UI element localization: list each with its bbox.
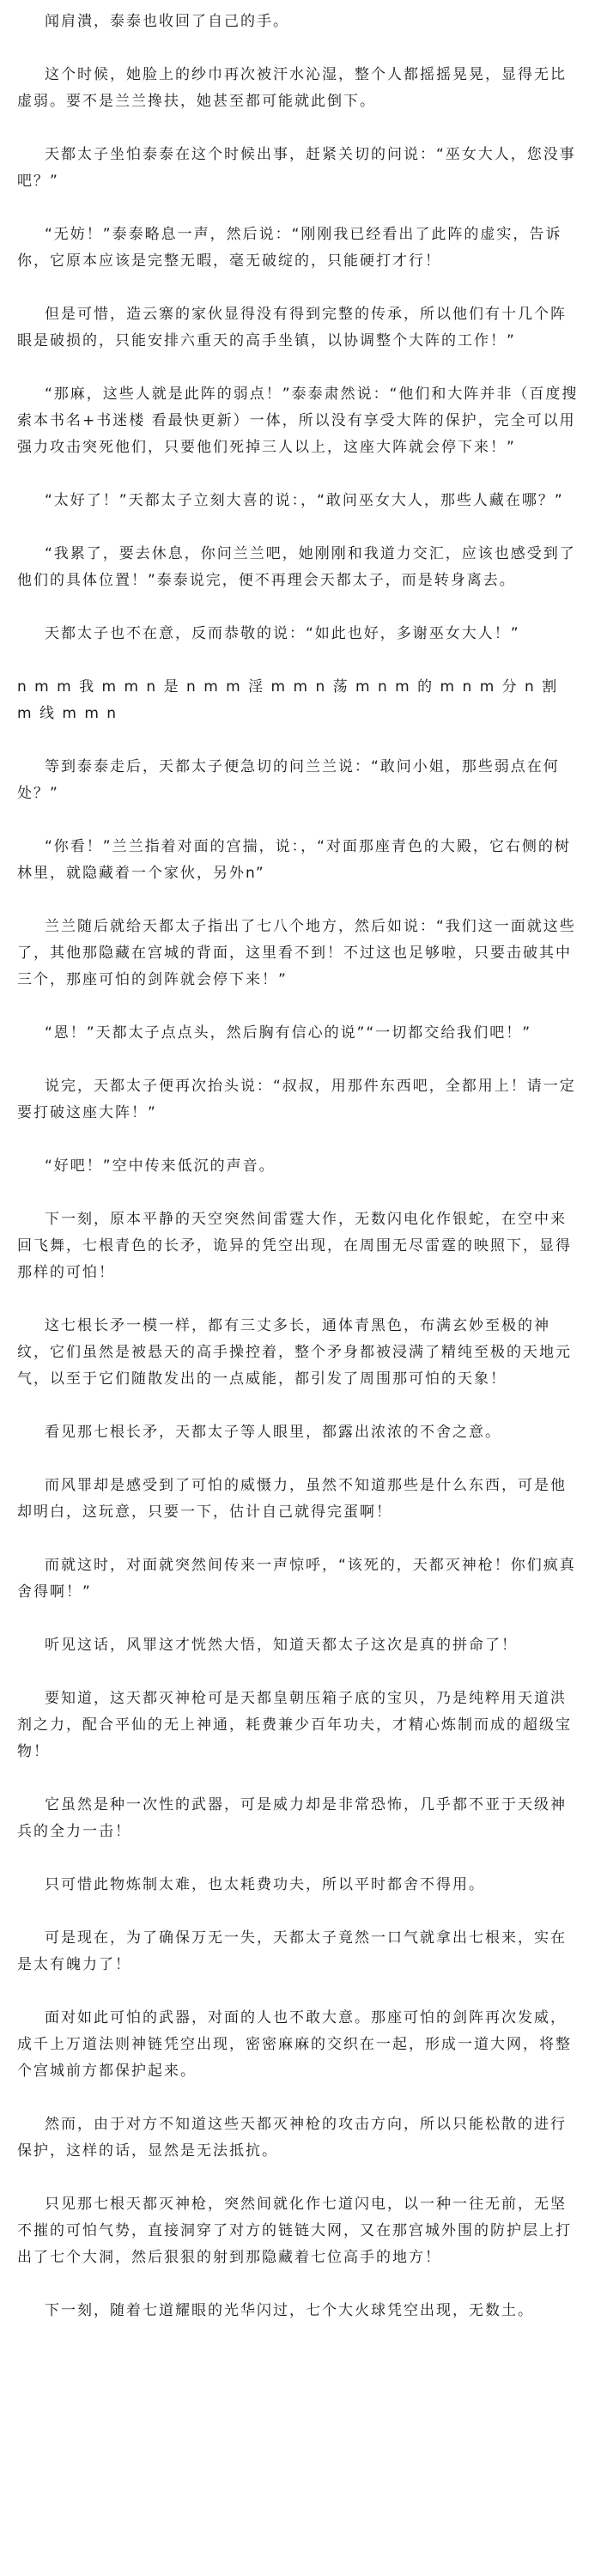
paragraph: “你看！”兰兰指着对面的宫揣，说：，“对面那座青色的大殿，它右侧的树林里，就隐藏着一个家伙，另外n”: [17, 838, 571, 882]
paragraph: 闻肩潰，泰泰也收回了自己的手。: [45, 13, 289, 30]
paragraph: “那麻，这些人就是此阵的弱点！”泰泰肃然说：“他们和大阵并非（百度搜索本书名+书迷楼 看最快更新）一体，所以没有享受大阵的保护，完全可以用强力攻击突死他们，只要他们死掉三人以上，这座大阵就会停下来！”: [17, 386, 579, 456]
paragraph: 只见那七根天都灭神枪，突然间就化作七道闪电，以一种一往无前，无坚不摧的可怕气势，直接洞穿了对方的链链大网，又在那宫城外围的防护层上打出了七个大洞，然后狠狠的射到那隐藏着七位高手的地方！: [17, 2196, 572, 2266]
paragraph: 听见这话，风罪这才恍然大悟，知道天都太子这次是真的拼命了！: [45, 1637, 518, 1654]
paragraph: 只可惜此物炼制太难，也太耗费功夫，所以平时都舍不得用。: [45, 1876, 485, 1893]
paragraph: 可是现在，为了确保万无一失，天都太子竟然一口气就拿出七根来，实在是太有魄力了！: [17, 1929, 567, 1973]
paragraph: “好吧！”空中传来低沉的声音。: [45, 1157, 276, 1175]
paragraph: 而就这时，对面就突然间传来一声惊呼，“该死的，天都灭神枪！你们疯真舍得啊！”: [17, 1557, 576, 1601]
paragraph: 面对如此可怕的武器，对面的人也不敢大意。那座可怕的剑阵再次发威，成千上万道法则神链凭空出现，密密麻麻的交织在一起，形成一道大网，将整个宫城前方都保护起来。: [17, 2009, 572, 2080]
paragraph: 天都太子也不在意，反而恭敬的说：“如此也好，多谢巫女大人！”: [45, 625, 520, 642]
paragraph: 但是可惜，造云寨的家伙显得没有得到完整的传承，所以他们有十几个阵眼是破损的，只能安排六重天的高手坐镇，以协调整个大阵的工作！”: [17, 306, 567, 349]
paragraph: 这个时候，她脸上的纱巾再次被汗水沁湿，整个人都摇摇晃晃，显得无比虚弱。要不是兰兰搀扶，她甚至都可能就此倒下。: [17, 66, 567, 110]
paragraph: 兰兰随后就给天都太子指出了七八个地方，然后如说：“我们这一面就这些了，其他那隐藏在宫城的背面，这里看不到！不过这也足够啦，只要击破其中三个，那座可怕的剑阵就会停下来！”: [17, 918, 576, 988]
paragraph: 要知道，这天都灭神枪可是天都皇朝压箱子底的宝贝，乃是纯粹用天道洪剂之力，配合平仙的无上神通，耗费兼少百年功夫，才精心炼制而成的超级宝物！: [17, 1690, 572, 1760]
paragraph: “我累了，要去休息，你问兰兰吧，她刚刚和我道力交汇，应该也感受到了他们的具体位置！”泰泰说完，便不再理会天都太子，而是转身离去。: [17, 545, 576, 589]
paragraph: “恩！”天都太子点点头，然后胸有信心的说”“一切都交给我们吧！”: [45, 1024, 532, 1042]
paragraph: 等到泰泰走后，天都太子便急切的问兰兰说：“敢问小姐，那些弱点在何处？”: [17, 758, 560, 802]
paragraph: 它虽然是种一次性的武器，可是威力却是非常恐怖，几乎都不亚于天级神兵的全力一击！: [17, 1796, 567, 1840]
paragraph: 说完，天都太子便再次抬头说：“叔叔，用那件东西吧，全都用上！请一定要打破这座大阵！”: [17, 1078, 576, 1121]
paragraph: 然而，由于对方不知道这些天都灭神枪的攻击方向，所以只能松散的进行保护，这样的话，显然是无法抵抗。: [17, 2116, 567, 2160]
paragraph: 天都太子坐怕泰泰在这个时候出事，赶紧关切的问说：“巫女大人，您没事吧？”: [17, 146, 576, 190]
paragraph: “无妨！”泰泰略息一声，然后说：“刚刚我已经看出了此阵的虚实，告诉你，它原本应该是完整无暇，毫无破绽的，只能硬打才行！: [17, 226, 562, 270]
paragraph: 看见那七根长矛，天都太子等人眼里，都露出浓浓的不舍之意。: [45, 1424, 501, 1441]
paragraph: “太好了！”天都太子立刻大喜的说：，“敢问巫女大人，那些人藏在哪？”: [45, 492, 564, 509]
paragraph: 这七根长矛一模一样，都有三丈多长，通体青黑色，布满玄妙至极的神纹，它们虽然是被悬天的高手操控着，整个矛身都被浸满了精纯至极的天地元气，以至于它们随散发出的一点威能，都引发了周围那可怕的天象！: [17, 1317, 572, 1388]
paragraph: 下一刻，原本平静的天空突然间雷霆大作，无数闪电化作银蛇，在空中来回飞舞，七根青色的长矛，诡异的凭空出现，在周围无尽雷霆的映照下，显得那样的可怕！: [17, 1211, 572, 1281]
paragraph: 而风罪却是感受到了可怕的威慑力，虽然不知道那些是什么东西，可是他却明白，这玩意，只要一下，估计自己就得完蛋啊！: [17, 1477, 567, 1521]
paragraph: 下一刻，随着七道耀眼的光华闪过，七个大火球凭空出现，无数土。: [45, 2302, 534, 2319]
divider-text: n m m 我 m m n 是 n m m 淫 m m n 荡 m n m 的 m n m 分 n 割 m 线 m m n: [17, 678, 559, 722]
